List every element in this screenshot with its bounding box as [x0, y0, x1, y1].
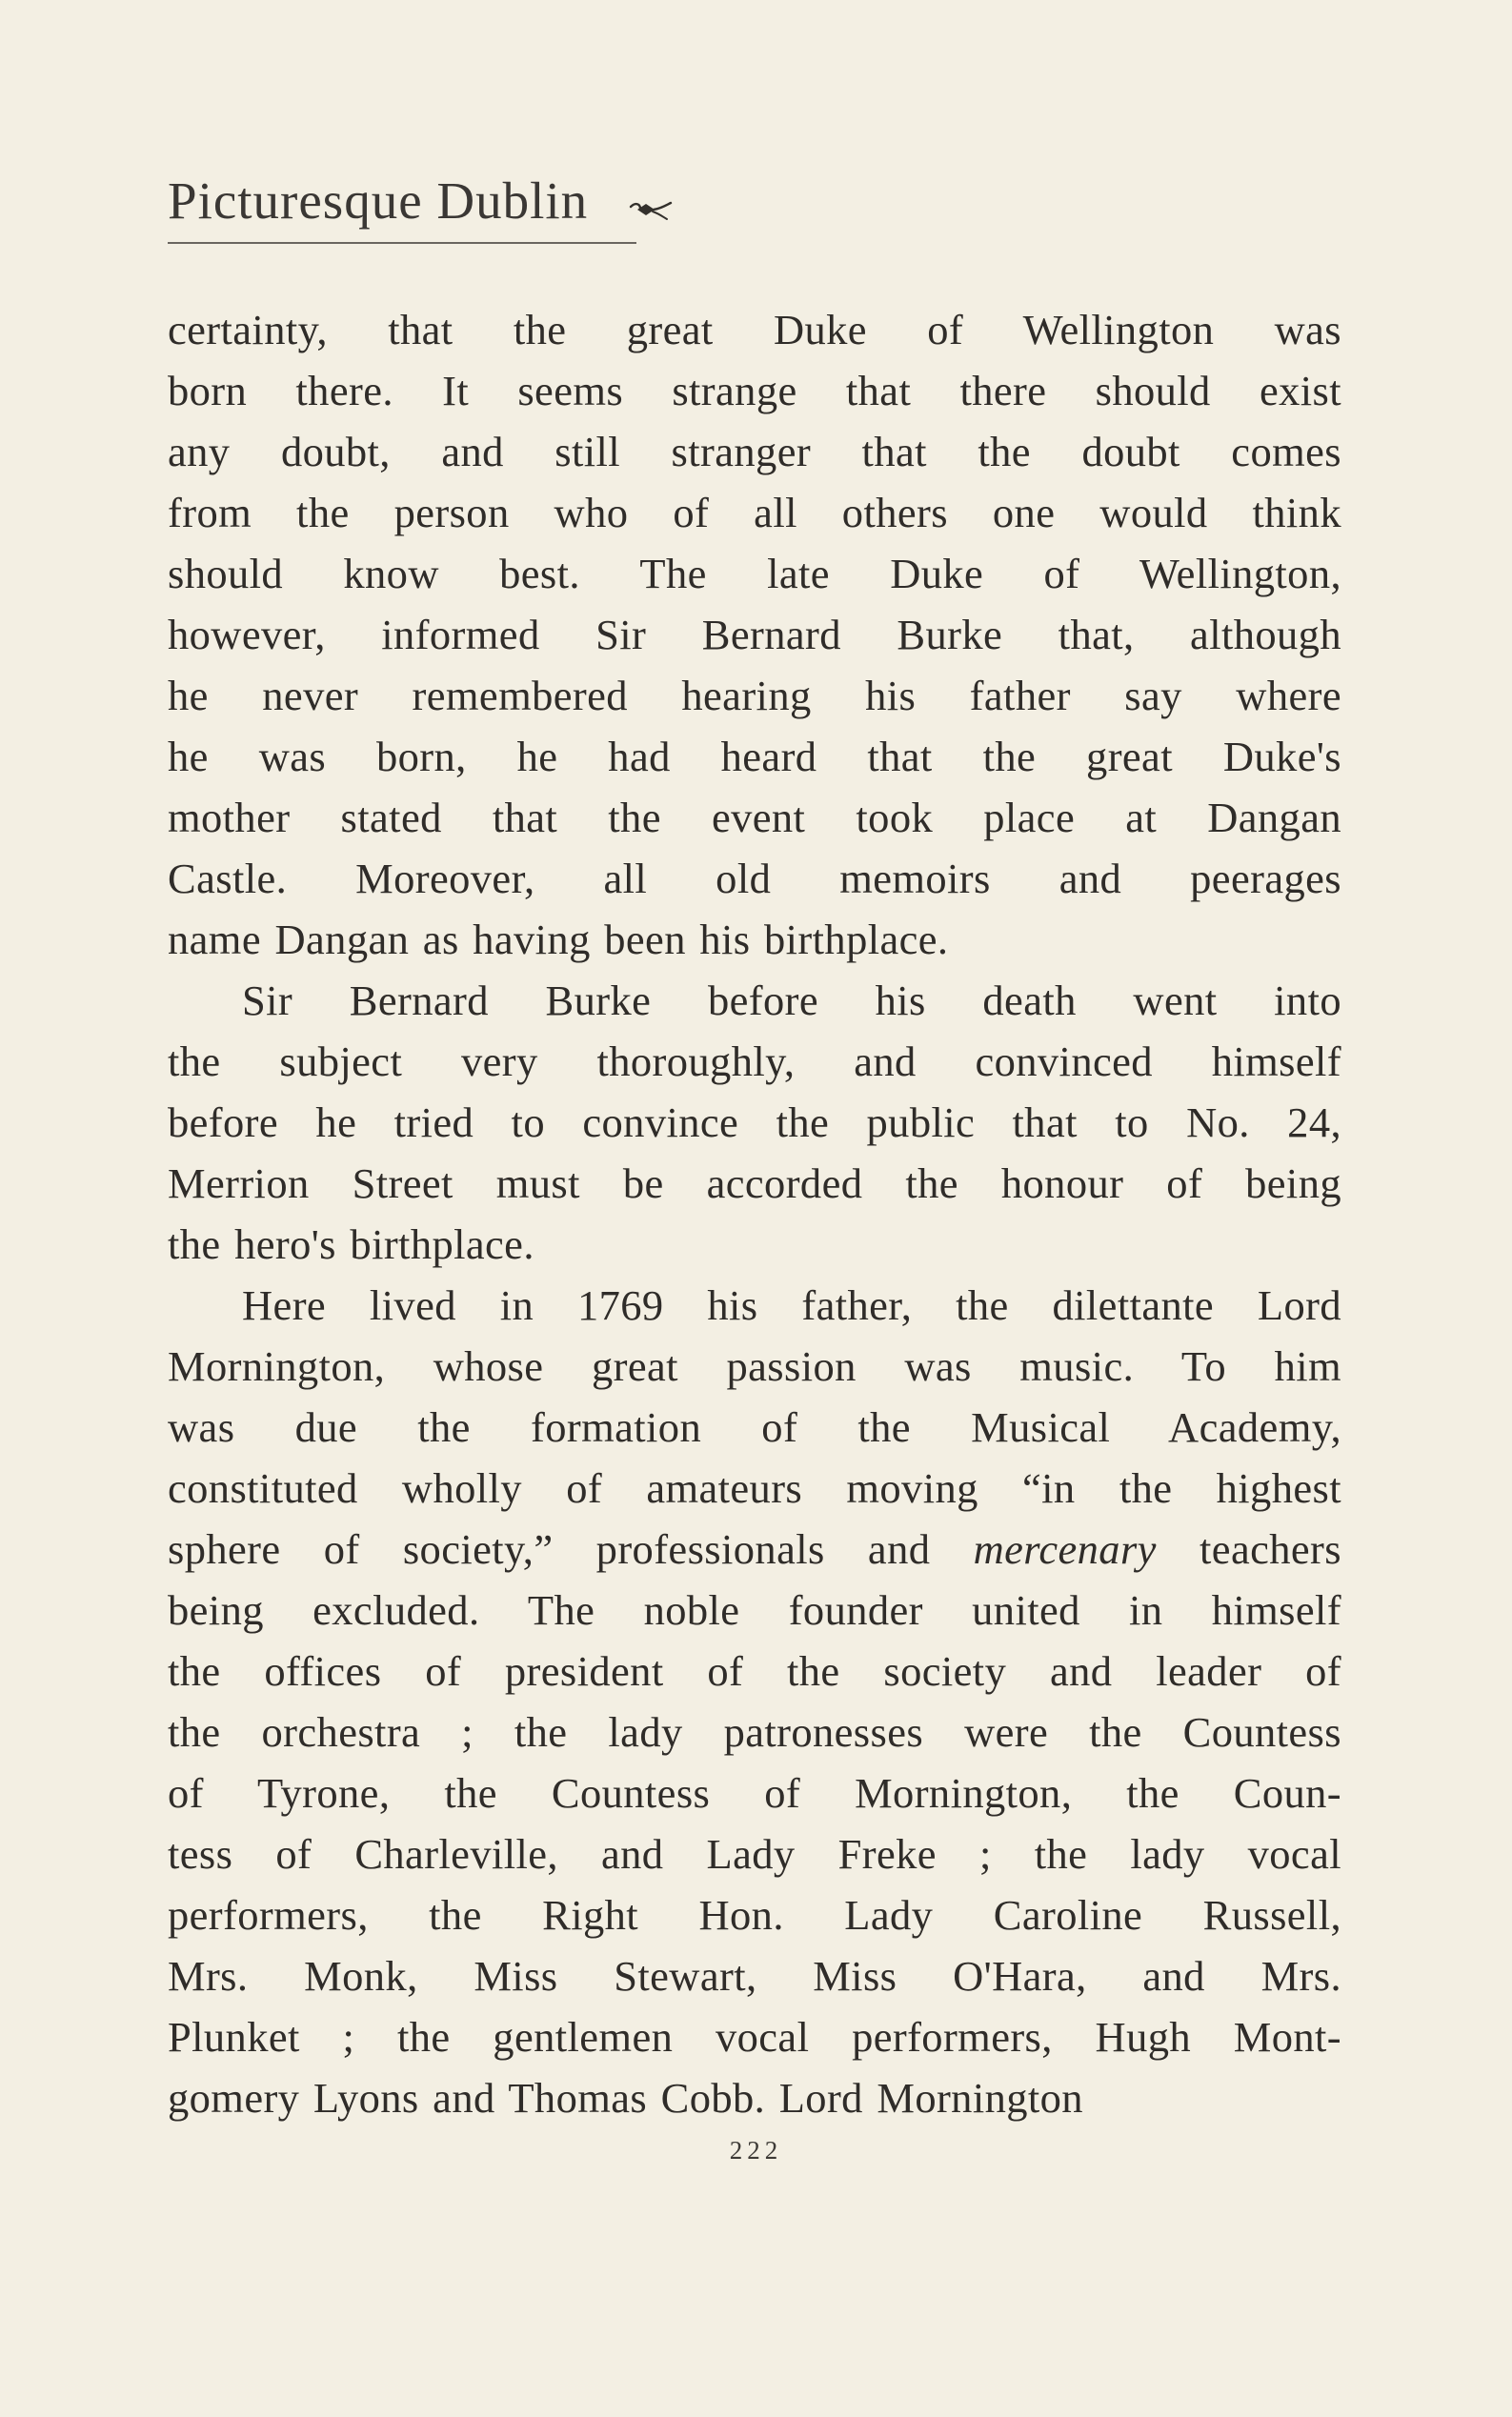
text-line: he was born, he had heard that the great Duke's	[168, 733, 1341, 780]
paragraph	[168, 1275, 1341, 2128]
text-line: certainty, that the great Duke of Wellington was	[168, 306, 1341, 353]
text-line: Mornington, whose great passion was music. To him	[168, 1342, 1341, 1390]
text-line: was due the formation of the Musical Academy,	[168, 1403, 1341, 1451]
text-line: Mrs. Monk, Miss Stewart, Miss O'Hara, and Mrs.	[168, 1952, 1341, 2000]
running-title	[168, 164, 644, 243]
text-line: name Dangan as having been his birthplace.	[168, 916, 949, 963]
paragraph	[168, 970, 1341, 1275]
header-rule	[168, 242, 636, 244]
text-line: any doubt, and still stranger that the doubt comes	[168, 428, 1341, 475]
text-line: Here lived in 1769 his father, the dilettante Lord	[242, 1281, 1341, 1329]
text-line: the hero's birthplace.	[168, 1220, 534, 1268]
page-number: 222	[729, 2136, 783, 2165]
body-text	[168, 299, 1341, 2128]
text-line	[168, 1519, 1341, 1580]
text-line: the orchestra ; the lady patronesses were the Countess	[168, 1708, 1341, 1756]
text-line: Plunket ; the gentlemen vocal performers, Hugh Mont-	[168, 2013, 1341, 2061]
text-line: performers, the Right Hon. Lady Caroline Russell,	[168, 1891, 1341, 1939]
text-line: gomery Lyons and Thomas Cobb. Lord Mornington	[168, 2074, 1083, 2122]
text-run: sphere of society,” professionals and	[168, 1525, 974, 1573]
text-line: tess of Charleville, and Lady Freke ; the lady vocal	[168, 1830, 1341, 1878]
text-line: of Tyrone, the Countess of Mornington, the Coun-	[168, 1769, 1341, 1817]
text-line: mother stated that the event took place at Dangan	[168, 794, 1341, 841]
text-run: teachers	[1156, 1525, 1341, 1573]
text-line: the subject very thoroughly, and convinced himself	[168, 1037, 1341, 1085]
text-line: born there. It seems strange that there should exist	[168, 367, 1341, 414]
text-line: from the person who of all others one would think	[168, 489, 1341, 536]
page-header	[168, 164, 644, 243]
text-line: before he tried to convince the public that to No. 24,	[168, 1098, 1341, 1146]
italic-word: mercenary	[973, 1525, 1157, 1573]
text-line: being excluded. The noble founder united in himself	[168, 1586, 1341, 1634]
text-line: Merrion Street must be accorded the honour of being	[168, 1159, 1341, 1207]
text-line: the offices of president of the society and leader of	[168, 1647, 1341, 1695]
text-line: constituted wholly of amateurs moving “in the highest	[168, 1464, 1341, 1512]
text-line: Sir Bernard Burke before his death went into	[242, 977, 1341, 1024]
running-title-text: Picturesque Dublin	[168, 171, 589, 230]
text-line: however, informed Sir Bernard Burke that, although	[168, 611, 1341, 658]
text-line: Castle. Moreover, all old memoirs and peerages	[168, 855, 1341, 902]
text-line: he never remembered hearing his father say where	[168, 672, 1341, 719]
text-line: should know best. The late Duke of Wellington,	[168, 550, 1341, 597]
paragraph	[168, 299, 1341, 970]
printers-flourish-icon	[629, 169, 673, 243]
